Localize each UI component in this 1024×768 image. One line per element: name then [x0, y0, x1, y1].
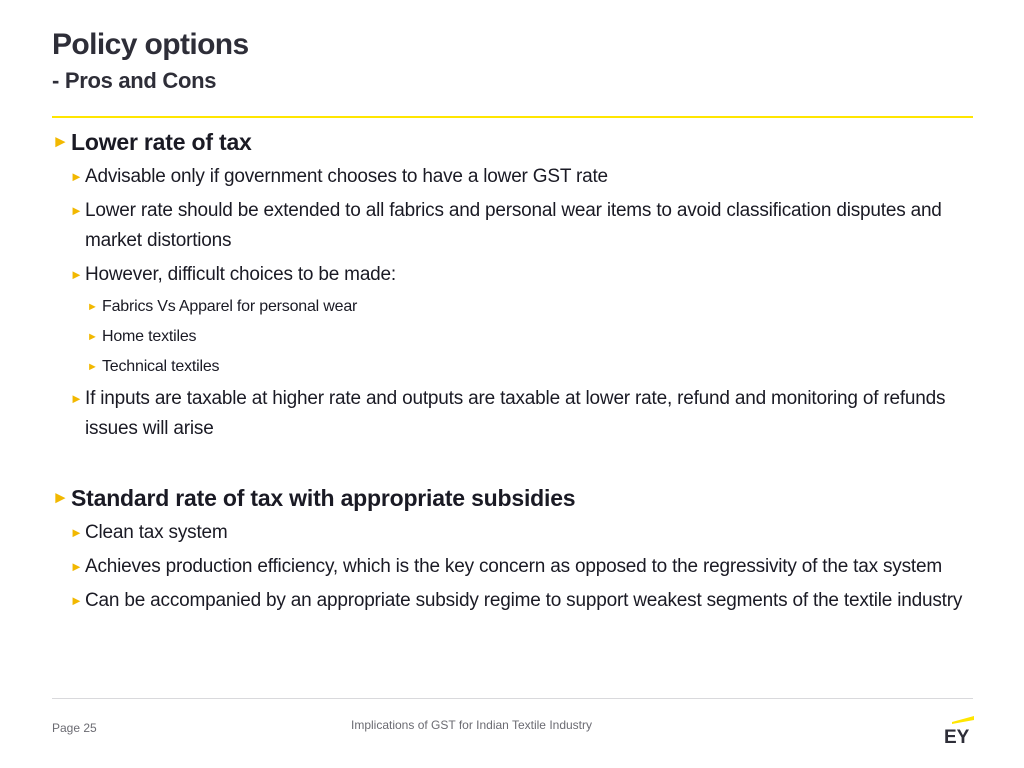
list-item-text: However, difficult choices to be made: [85, 264, 396, 285]
footer-document-title: Implications of GST for Indian Textile Industry [351, 718, 593, 732]
logo-beam [952, 716, 974, 724]
list-item-text: Achieves production efficiency, which is the key concern as opposed to the regressivity of the tax system [85, 556, 942, 577]
sub-list-item [87, 354, 972, 380]
bullet-arrow-icon: ► [52, 132, 69, 151]
page-title: Policy options [52, 28, 249, 61]
list-item [70, 162, 972, 192]
bullet-arrow-icon: ► [70, 169, 83, 184]
bullet-arrow-icon: ► [87, 301, 98, 313]
list-item [70, 260, 972, 290]
bullet-arrow-icon: ► [70, 559, 83, 574]
sub-list-item [87, 324, 972, 350]
logo-text: EY [944, 727, 970, 746]
page-subtitle: - Pros and Cons [52, 68, 217, 93]
list-item-text: If inputs are taxable at higher rate and outputs are taxable at lower rate, refund and monitoring of refunds issues will arise [85, 388, 946, 439]
bullet-arrow-icon: ► [70, 593, 83, 608]
sub-list-item [87, 294, 972, 320]
bullet-arrow-icon: ► [70, 391, 83, 406]
list-item [70, 586, 972, 616]
list-item [70, 552, 972, 582]
title-divider [52, 116, 973, 118]
footer-divider [52, 698, 973, 699]
list-item-text: Clean tax system [85, 522, 228, 543]
page-number: Page 25 [52, 721, 97, 735]
sub-list-item-text: Fabrics Vs Apparel for personal wear [102, 298, 358, 315]
list-item [70, 518, 972, 548]
ey-logo-icon [944, 716, 974, 746]
bullet-content [52, 122, 972, 616]
section-heading-text: Lower rate of tax [71, 129, 252, 155]
section-heading [52, 126, 972, 158]
list-item-text: Lower rate should be extended to all fabrics and personal wear items to avoid classification disputes and market distortions [85, 200, 942, 251]
bullet-arrow-icon: ► [87, 331, 98, 343]
bullet-arrow-icon: ► [52, 488, 69, 507]
section-heading [52, 482, 972, 514]
section-heading-text: Standard rate of tax with appropriate subsidies [71, 485, 576, 511]
sub-list-item-text: Home textiles [102, 328, 197, 345]
bullet-arrow-icon: ► [70, 203, 83, 218]
list-item-text: Advisable only if government chooses to have a lower GST rate [85, 166, 608, 187]
sub-list-item-text: Technical textiles [102, 358, 220, 375]
list-item [70, 384, 972, 444]
bullet-arrow-icon: ► [70, 267, 83, 282]
bullet-arrow-icon: ► [87, 361, 98, 373]
bullet-arrow-icon: ► [70, 525, 83, 540]
list-item-text: Can be accompanied by an appropriate subsidy regime to support weakest segments of the textile industry [85, 590, 963, 611]
list-item [70, 196, 972, 256]
